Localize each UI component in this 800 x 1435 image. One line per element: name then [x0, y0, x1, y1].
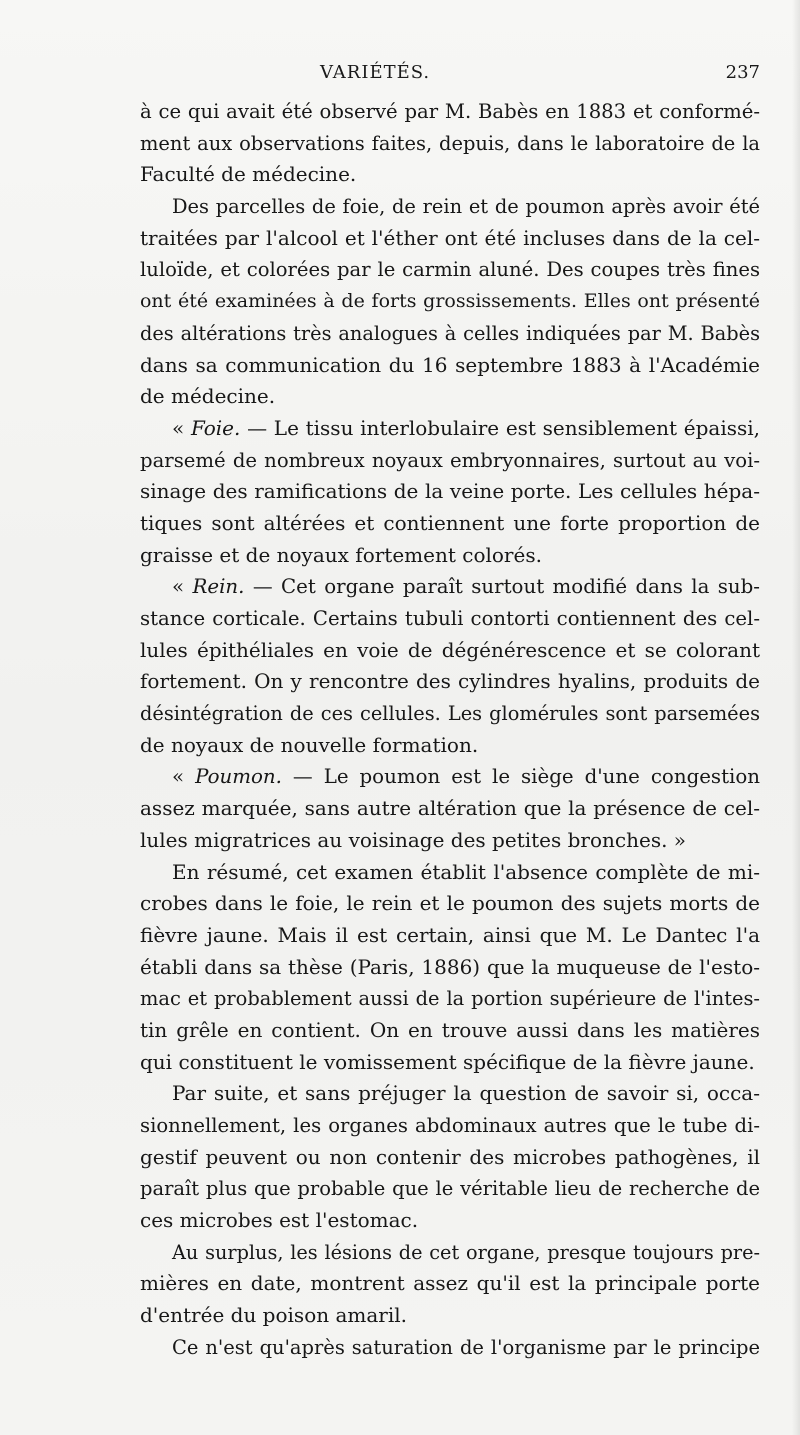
text-line: lules migratrices au voisinage des petites bronches. » [140, 827, 687, 852]
text-line: dans sa communication du 16 septembre 1883 à l'Académie [140, 352, 760, 377]
text-line: de médecine. [140, 384, 276, 409]
text-line: parsemé de nombreux noyaux embryonnaires, surtout au voi- [140, 448, 760, 472]
paragraph-resume [140, 857, 760, 1079]
page-header [140, 62, 760, 92]
text-line: ont été examinées à de forts grossissements. Elles ont présenté [140, 290, 760, 313]
text-line: gestif peuvent ou non contenir des microbes pathogènes, il [140, 1144, 760, 1169]
open-quote: « [172, 765, 196, 789]
text-line: Au surplus, les lésions de cet organe, presque toujours pre- [172, 1240, 760, 1264]
paragraph-1 [140, 96, 760, 191]
text-line: paraît plus que probable que le véritable lieu de recherche de [140, 1177, 760, 1201]
text-line: stance corticale. Certains tubuli contorti contiennent des cel- [140, 607, 760, 630]
text-span: — Le tissu interlobulaire est sensiblement épaissi, [240, 415, 760, 440]
text-line: fortement. On y rencontre des cylindres hyalins, produits de [140, 669, 760, 694]
running-head: VARIÉTÉS. [320, 62, 431, 83]
paragraph-final [140, 1332, 760, 1364]
text-line: mières en date, montrent assez qu'il est la principale porte [140, 1271, 760, 1296]
page-number: 237 [725, 62, 760, 83]
text-line: lules épithéliales en voie de dégénérescence et se colorant [140, 637, 760, 662]
text-line: ces microbes est l'estomac. [140, 1208, 419, 1233]
text-line: Par suite, et sans préjuger la question de savoir si, occa- [172, 1081, 760, 1106]
text-line [140, 413, 760, 445]
text-line: désintégration de ces cellules. Les glomérules sont parsemées [140, 702, 760, 726]
text-line: des altérations très analogues à celles indiquées par M. Babès [140, 321, 760, 345]
text-line: d'entrée du poison amaril. [140, 1303, 407, 1328]
text-line: sinage des ramifications de la veine porte. Les cellules hépa- [140, 479, 760, 504]
open-quote: « [172, 415, 191, 440]
text-span: — Le poumon est le siège d'une congestion [281, 765, 761, 789]
open-quote: « [172, 575, 193, 599]
text-line: Des parcelles de foie, de rein et de poumon après avoir été [172, 195, 760, 219]
text-line: fièvre jaune. Mais il est certain, ainsi que M. Le Dantec l'a [140, 922, 760, 947]
text-line: sionnellement, les organes abdominaux autres que le tube di- [140, 1114, 760, 1137]
text-line: traitées par l'alcool et l'éther ont été incluses dans de la cel- [140, 225, 760, 250]
text-line: Ce n'est qu'après saturation de l'organisme par le principe [172, 1335, 760, 1359]
paragraph-poumon [140, 761, 760, 856]
text-span: — Cet organe paraît surtout modifié dans la sub- [244, 575, 760, 599]
text-line: graisse et de noyaux fortement colorés. [140, 542, 542, 567]
text-line [140, 571, 760, 603]
section-term-poumon: Poumon. [195, 765, 282, 789]
text-line: qui constituent le vomissement spécifique de la fièvre jaune. [140, 1049, 755, 1074]
page-edge-shadow [792, 0, 800, 1435]
text-line: assez marquée, sans autre altération que la présence de cel- [140, 796, 760, 821]
paragraph-2 [140, 191, 760, 413]
text-line: luloïde, et colorées par le carmin aluné. Des coupes très fines [140, 258, 760, 282]
text-line: ment aux observations faites, depuis, dans le laboratoire de la [140, 131, 760, 155]
text-line: établi dans sa thèse (Paris, 1886) que la muqueuse de l'esto- [140, 954, 760, 979]
text-line: de noyaux de nouvelle formation. [140, 732, 479, 757]
text-line: tin grêle en contient. On en trouve aussi dans les matières [140, 1017, 760, 1042]
paragraph-rein [140, 571, 760, 761]
paragraph-foie [140, 413, 760, 571]
text-line: crobes dans le foie, le rein et le poumon des sujets morts de [140, 891, 760, 916]
text-line [140, 761, 760, 793]
text-line: tiques sont altérées et contiennent une forte proportion de [140, 510, 760, 535]
text-line: En résumé, cet examen établit l'absence complète de mi- [172, 859, 760, 884]
body-text [140, 96, 760, 1364]
text-line: mac et probablement aussi de la portion supérieure de l'intes- [140, 987, 760, 1011]
section-term-foie: Foie. [190, 415, 241, 440]
paragraph-par-suite [140, 1078, 760, 1236]
text-line: à ce qui avait été observé par M. Babès en 1883 et conformé- [140, 100, 760, 123]
section-term-rein: Rein. [192, 575, 245, 599]
text-line: Faculté de médecine. [140, 162, 357, 187]
paragraph-au-surplus [140, 1237, 760, 1332]
